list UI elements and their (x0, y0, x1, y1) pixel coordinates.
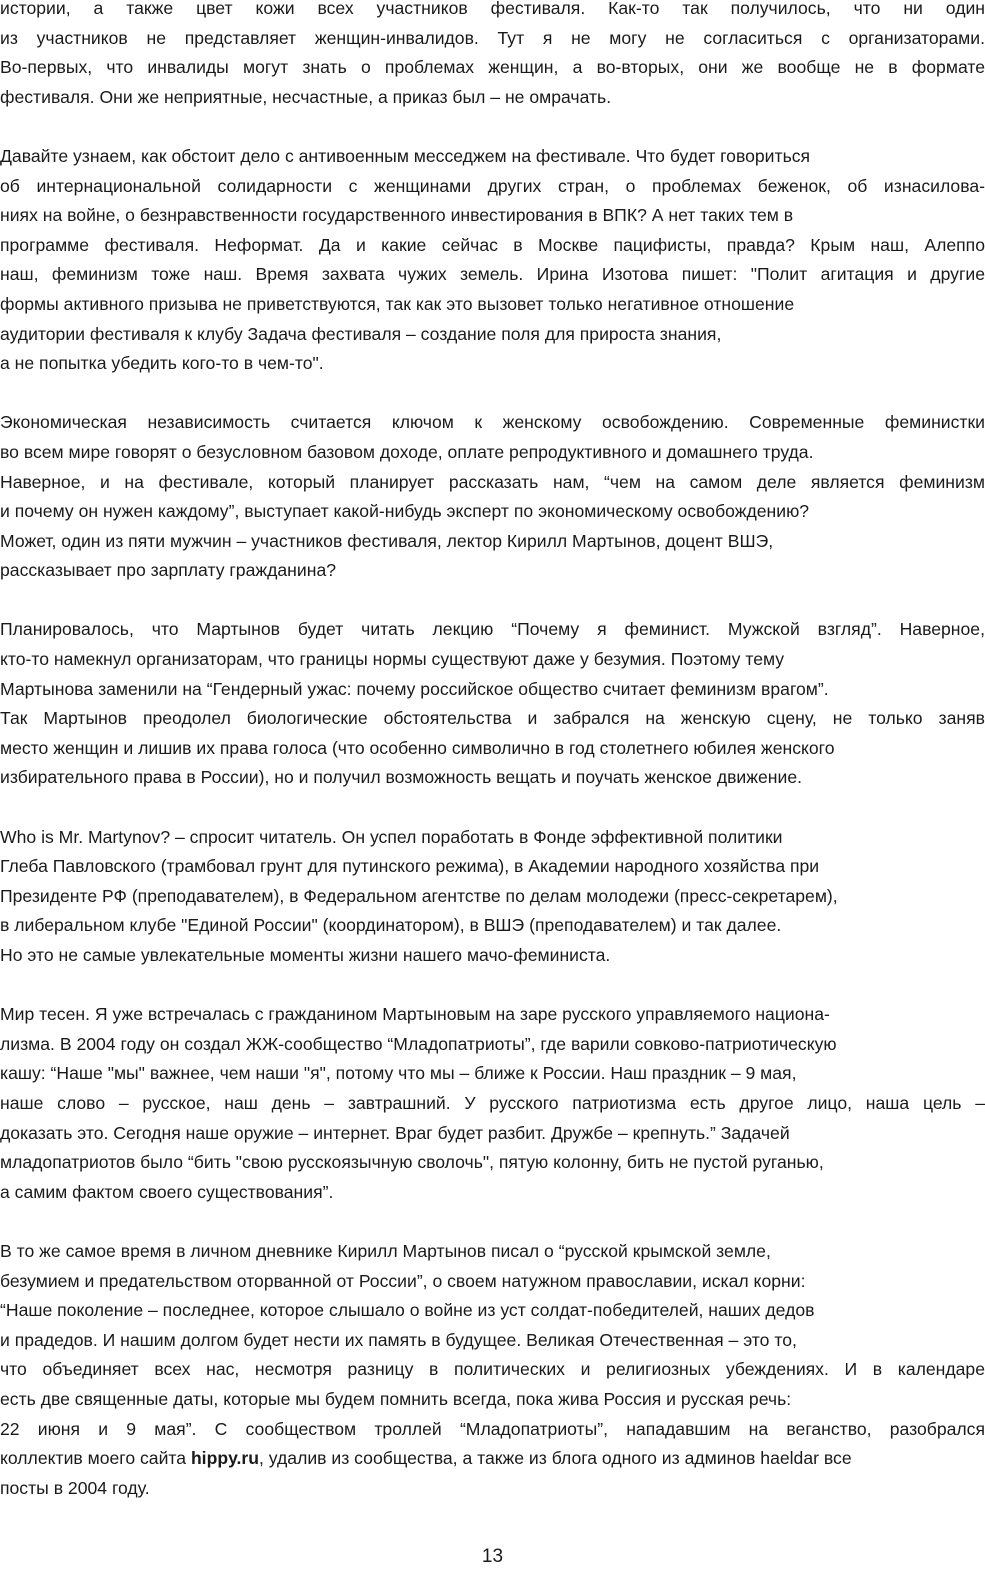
text-line: ниях на войне, о безнравственности государственного инвестирования в ВПК? А нет таких тем в (0, 205, 794, 226)
text-line: 22 июня и 9 мая”. С сообществом троллей “Младопатриоты”, нападавшим на веганство, разобрался (0, 1418, 985, 1439)
text-line: наш, феминизм тоже наш. Время захвата чужих земель. Ирина Изотова пишет: "Полит агитация и другие (0, 264, 985, 285)
text-line: доказать это. Сегодня наше оружие – интернет. Враг будет разбит. Дружбе – крепнуть.” Задачей (0, 1122, 790, 1143)
text-line: наше слово – русское, наш день – завтрашний. У русского патриотизма есть другое лицо, наша цель – (0, 1092, 985, 1113)
text-segment: , удалив из сообщества, а также из блога одного из админов haeldar все (259, 1448, 852, 1469)
text-line: Так Мартынов преодолел биологические обстоятельства и забрался на женскую сцену, не только заняв (0, 708, 985, 729)
text-line: Мир тесен. Я уже встречалась с гражданином Мартыновым на заре русского управляемого национа- (0, 1004, 830, 1025)
text-line: Глеба Павловского (трамбовал грунт для путинского режима), в Академии народного хозяйства при (0, 856, 820, 877)
text-line: В то же самое время в личном дневнике Кирилл Мартынов писал о “русской крымской земле, (0, 1240, 771, 1261)
text-line: Планировалось, что Мартынов будет читать лекцию “Почему я феминист. Мужской взгляд”. Наверное, (0, 619, 985, 640)
text-line: лизма. В 2004 году он создал ЖЖ-сообщество “Младопатриоты”, где варили совково-патриотическую (0, 1033, 837, 1054)
text-line: “Наше поколение – последнее, которое слышало о войне из уст солдат-победителей, наших дедов (0, 1300, 815, 1321)
page-number: 13 (481, 1546, 504, 1567)
paragraph-gap (0, 793, 985, 823)
text-line: а не попытка убедить кого-то в чем-то". (0, 353, 324, 374)
text-line: во всем мире говорят о безусловном базовом доходе, оплате репродуктивного и домашнего труда. (0, 441, 814, 462)
text-line: Давайте узнаем, как обстоит дело с антивоенным месседжем на фестивале. Что будет говориться (0, 145, 811, 166)
text-line: есть две священные даты, которые мы будем помнить всегда, пока жива Россия и русская речь: (0, 1388, 792, 1409)
paragraph-gap (0, 586, 985, 616)
text-line (0, 1444, 985, 1474)
text-line: и прадедов. И нашим долгом будет нести их память в будущее. Великая Отечественная – это то, (0, 1329, 797, 1350)
paragraph-gap (0, 971, 985, 1001)
text-line: Наверное, и на фестивале, который планирует рассказать нам, “чем на самом деле является феминизм (0, 471, 985, 492)
text-line: формы активного призыва не приветствуются, так как это вызовет только негативное отношение (0, 293, 795, 314)
text-line: истории, а также цвет кожи всех участников фестиваля. Как-то так получилось, что ни один (0, 0, 985, 18)
text-line: Но это не самые увлекательные моменты жизни нашего мачо-феминиста. (0, 945, 611, 965)
paragraph (0, 408, 985, 586)
text-segment: коллектив моего сайта (0, 1448, 191, 1469)
paragraph (0, 142, 985, 379)
paragraph (0, 615, 985, 793)
text-line: программе фестиваля. Неформат. Да и какие сейчас в Москве пацифисты, правда? Крым наш, Алеппо (0, 234, 985, 255)
paragraph (0, 1000, 985, 1207)
paragraph (0, 0, 985, 112)
text-line: посты в 2004 году. (0, 1477, 150, 1498)
text-line: фестиваля. Они же неприятные, несчастные, а приказ был – не омрачать. (0, 86, 612, 107)
text-line: из участников не представляет женщин-инвалидов. Тут я не могу не согласиться с организаторами. (0, 27, 985, 48)
paragraph-gap (0, 379, 985, 409)
text-line: избирательного права в России), но и получил возможность вещать и поучать женское движение. (0, 767, 803, 788)
paragraph-gap (0, 112, 985, 142)
paragraph (0, 823, 985, 971)
text-line: что объединяет всех нас, несмотря разницу в политических и религиозных убеждениях. И в календаре (0, 1359, 985, 1380)
text-line: кто-то намекнул организаторам, что границы нормы существуют даже у безумия. Поэтому тему (0, 649, 785, 670)
site-link-text: hippy.ru (190, 1448, 260, 1469)
text-line: Мартынова заменили на “Гендерный ужас: почему российское общество считает феминизм врагом”. (0, 678, 829, 699)
text-line: кашу: “Наше "мы" важнее, чем наши "я", потому что мы – ближе к России. Наш праздник – 9 мая, (0, 1063, 797, 1084)
text-line: об интернациональной солидарности с женщинами других стран, о проблемах беженок, об изнасилова- (0, 175, 985, 196)
paragraph-gap (0, 1207, 985, 1237)
paragraph (0, 1237, 985, 1503)
text-line: младопатриотов было “бить "свою русскоязычную сволочь", пятую колонну, бить не пустой руганью, (0, 1152, 824, 1173)
text-line: Экономическая независимость считается ключом к женскому освобождению. Современные феминистки (0, 412, 985, 433)
text-line: Who is Mr. Martynov? – спросит читатель. Он успел поработать в Фонде эффективной политики (0, 826, 783, 847)
text-line: аудитории фестиваля к клубу Задача фестиваля – создание поля для прироста знания, (0, 323, 722, 344)
text-line: рассказывает про зарплату гражданина? (0, 560, 337, 581)
text-line: в либеральном клубе "Единой России" (координатором), в ВШЭ (преподавателем) и так далее. (0, 915, 782, 936)
text-line: место женщин и лишив их права голоса (что особенно символично в год столетнего юбилея женского (0, 737, 835, 758)
text-line: и почему он нужен каждому”, выступает какой-нибудь эксперт по экономическому освобождению? (0, 501, 810, 522)
text-line: Президенте РФ (преподавателем), в Федеральном агентстве по делам молодежи (пресс-секретарем), (0, 885, 838, 906)
text-line: Может, один из пяти мужчин – участников фестиваля, лектор Кирилл Мартынов, доцент ВШЭ, (0, 530, 774, 551)
text-line: а самим фактом своего существования”. (0, 1181, 334, 1202)
text-line: Во-первых, что инвалиды могут знать о проблемах женщин, а во-вторых, они же вообще не в формате (0, 57, 985, 78)
text-line: безумием и предательством оторванной от России”, о своем натужном православии, искал корни: (0, 1270, 806, 1291)
